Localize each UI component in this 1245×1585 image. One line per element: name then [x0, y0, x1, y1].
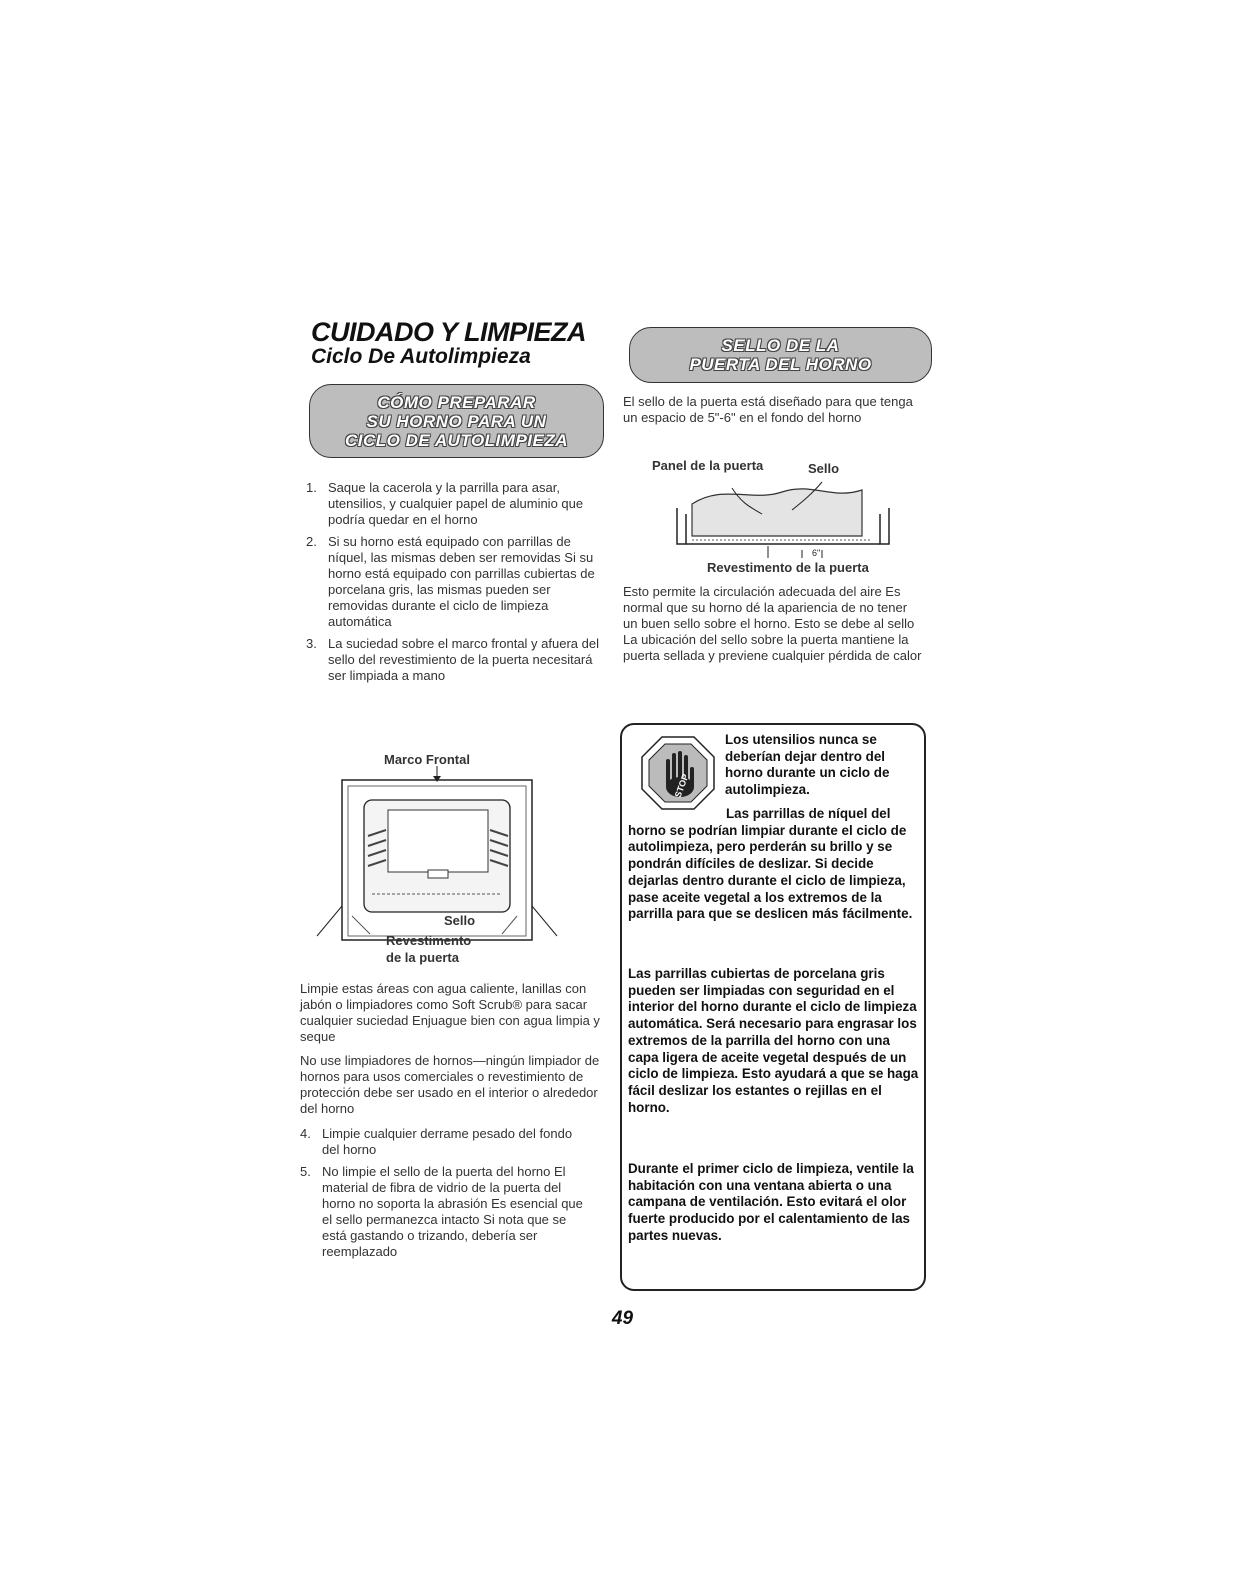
list-item	[306, 636, 604, 684]
steps-list-a	[306, 480, 604, 690]
section-banner-door-seal	[629, 327, 932, 383]
figure-label-seal: Sello	[444, 913, 476, 928]
step-text: No limpie el sello de la puerta del horno El material de fibra de vidrio de la puerta del horno no soporta la abrasión Es esencial que el sello permanezca intacto Si nota que se está gastando o trizando, debería ser reemplazado	[322, 1164, 583, 1259]
warning-paragraph: No use limpiadores de hornos—ningún limpiador de hornos para usos comerciales o revestimiento de protección debe ser usado en el interior o alrededor del horno	[300, 1053, 600, 1116]
cleaning-paragraph: Limpie estas áreas con agua caliente, lanillas con jabón o limpiadores como Soft Scrub® para sacar cualquier suciedad Enjuague bien con agua limpia y seque	[300, 981, 600, 1044]
banner-line: SU HORNO PARA UN	[366, 411, 547, 431]
caution-text-3: Las parrillas cubiertas de porcelana gris pueden ser limpiadas con seguridad en el interior del horno durante el ciclo de limpieza automática. Será necesario para engrasar los extremos de la parrilla del horno con una capa ligera de aceite vegetal después de un ciclo de limpieza. Esto ayudará a que se haga fácil deslizar los estantes o rejillas en el horno.	[628, 966, 919, 1115]
list-item	[300, 1126, 590, 1158]
seal-explanation-paragraph: Esto permite la circulación adecuada del aire Es normal que su horno dé la apariencia de no tener un buen sello sobre el horno. Esto se debe al sello La ubicación del sello sobre la puerta mantiene la puerta sellada y previene cualquier pérdida de calor	[623, 584, 922, 663]
caution-text-4: Durante el primer ciclo de limpieza, ventile la habitación con una ventana abierta o una campana de ventilación. Esto evitará el olor fuerte producido por el calentamiento de las partes nuevas.	[628, 1161, 914, 1243]
section-banner-prepare	[309, 384, 604, 458]
figure-label-liner: Revestimento	[386, 933, 472, 948]
step-number: 1.	[306, 480, 317, 495]
list-item	[306, 534, 604, 630]
step-text: La suciedad sobre el marco frontal y afuera del sello del revestimiento de la puerta necesitará ser limpiada a mano	[328, 636, 599, 683]
step-number: 5.	[300, 1164, 311, 1179]
figure-label-door-panel: Panel de la puerta	[652, 458, 764, 473]
caution-text-1: Los utensilios nunca se deberían dejar dentro del horno durante un ciclo de autolimpieza.	[725, 732, 890, 798]
figure-dimension-label: 6"	[812, 548, 821, 558]
figure-label-door-seal: Sello	[808, 461, 840, 476]
door-seal-illustration	[672, 474, 894, 560]
oven-frame-illustration	[312, 766, 562, 946]
steps-list-b	[300, 1126, 590, 1266]
page-number: 49	[611, 1308, 634, 1329]
step-text: Si su horno está equipado con parrillas de níquel, las mismas deben ser removidas Si su horno está equipado con parrillas cubiertas de porcelana gris, las mismas pueden ser removidas durante el ciclo de limpieza automática	[328, 534, 595, 629]
page-subtitle: Ciclo De Autolimpieza	[311, 345, 531, 368]
figure-label-door-liner: Revestimento de la puerta	[707, 560, 869, 575]
figure-label-liner-2: de la puerta	[386, 950, 459, 965]
banner-line: PUERTA DEL HORNO	[689, 355, 872, 374]
seal-intro-paragraph: El sello de la puerta está diseñado para que tenga un espacio de 5"-6" en el fondo del horno	[623, 394, 913, 425]
banner-line: CÓMO PREPARAR	[377, 392, 536, 412]
stop-hand-icon	[640, 735, 716, 811]
list-item	[300, 1164, 590, 1260]
step-text: Limpie cualquier derrame pesado del fondo del horno	[322, 1126, 573, 1157]
stop-icon-label: STOP	[672, 772, 691, 799]
banner-line: CICLO DE AUTOLIMPIEZA	[345, 430, 568, 450]
page-title: CUIDADO Y LIMPIEZA	[311, 317, 587, 347]
banner-line: SELLO DE LA	[721, 336, 840, 355]
figure-label-front-frame: Marco Frontal	[384, 752, 470, 767]
list-item	[306, 480, 604, 528]
step-number: 4.	[300, 1126, 311, 1141]
step-number: 3.	[306, 636, 317, 651]
step-text: Saque la cacerola y la parrilla para asar, utensilios, y cualquier papel de aluminio que podría quedar en el horno	[328, 480, 584, 527]
step-number: 2.	[306, 534, 317, 549]
caution-text-2: Las parrillas de níquel del horno se podrían limpiar durante el ciclo de autolimpieza, pero perderán su brillo y se pondrán difíciles de deslizar. Si decide dejarlas dentro durante el ciclo de limpieza, pase aceite vegetal a los extremos de la parrilla para que se deslicen más fácilmente.	[628, 806, 913, 922]
